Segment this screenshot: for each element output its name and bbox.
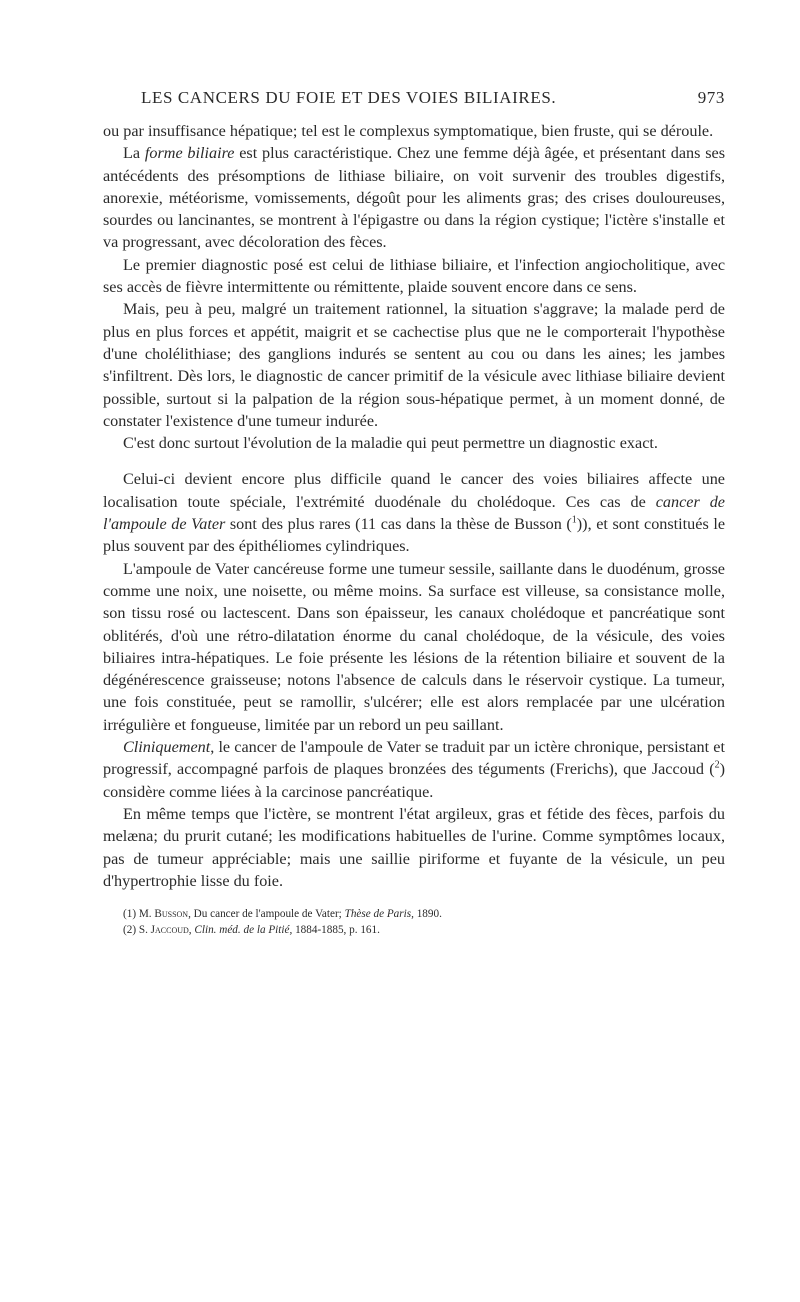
footnote-1: [123, 906, 725, 922]
text-run: sont des plus rares (11 cas dans la thèse de Busson (: [225, 515, 572, 534]
emphasis-cancer-ampoule: cancer de l'ampoule de Vater: [103, 492, 725, 534]
footnote-text: Du cancer de l'ampoule de Vater;: [190, 908, 345, 921]
footnote-source: Thèse de Paris,: [344, 908, 414, 921]
footnote-mark: (1): [123, 908, 137, 921]
paragraph-5: C'est donc surtout l'évolution de la maladie qui peut permettre un diagnostic exact.: [123, 434, 658, 453]
footnote-author: S. Jaccoud,: [138, 924, 192, 937]
text-run: est plus caractéristique. Chez une femme déjà âgée, et présentant dans ses antécédents des présomptions de lithiase biliaire, on voit survenir des troubles digestifs, anorexie, météorisme, vomissements, dégoût pour les aliments gras; des crises douloureuses, sourdes ou lancinantes, se montrent à l'épigastre ou dans la région cystique; l'ictère s'installe et va progressant, avec décoloration des fèces.: [103, 144, 726, 252]
footnote-source: Clin. méd. de la Pitié,: [194, 924, 293, 937]
footnote-2: [123, 922, 725, 938]
footnote-tail: 1884-1885, p. 161.: [292, 924, 380, 937]
paragraph-4: Mais, peu à peu, malgré un traitement rationnel, la situation s'aggrave; la malade perd de plus en plus forces et appétit, maigrit et se cachectise plus que ne le comporterait l'hypothèse d'une cholélithiase; des ganglions indurés se sentent au cou ou dans les aines; les jambes s'infiltrent. Dès lors, le diagnostic de cancer primitif de la vésicule avec lithiase biliaire devient possible, surtout si la palpation de la région sous-hépatique permet, à un moment donné, de constater l'existence d'une tumeur indurée.: [103, 300, 725, 430]
body-text: [103, 120, 725, 892]
paragraph-2: [103, 142, 725, 253]
paragraph-3: Le premier diagnostic posé est celui de lithiase biliaire, et l'infection angiocholitique, avec ses accès de fièvre intermittente ou rémittente, plaide souvent encore dans ce sens.: [103, 255, 725, 297]
footnote-tail: 1890.: [413, 908, 442, 921]
footnote-author: M. Busson,: [138, 908, 191, 921]
text-run: ) considère comme liées à la carcinose pancréatique.: [103, 760, 725, 801]
text-run: Celui-ci devient encore plus difficile quand le cancer des voies biliaires affecte une localisation toute spéciale, l'extrémité duodénale du cholédoque. Ces cas de: [103, 470, 725, 511]
footnotes: [103, 906, 725, 938]
footnote-ref-1: 1: [571, 514, 577, 526]
footnote-mark: (2): [123, 924, 137, 937]
paragraph-7: L'ampoule de Vater cancéreuse forme une tumeur sessile, saillante dans le duodénum, grosse comme une noix, une noisette, ou même moins. Sa surface est villeuse, sa consistance molle, son tissu rosé ou lactescent. Dans son épaisseur, les canaux cholédoque et pancréatique sont oblitérés, d'où une rétro-dilatation énorme du canal cholédoque, de la vésicule, des voies biliaires intra-hépatiques. Le foie présente les lésions de la rétention biliaire et souvent de la dégénérescence graisseuse; notons l'absence de calculs dans le réservoir cystique. La tumeur, une fois constituée, peut se ramollir, s'ulcérer; elle est alors remplacée par une ulcération irrégulière et fongueuse, limitée par un rebord un peu saillant.: [103, 559, 725, 734]
paragraph-8: [103, 736, 725, 803]
paragraph-9: En même temps que l'ictère, se montrent l'état argileux, gras et fétide des fèces, parfois du melæna; du prurit cutané; les modifications habituelles de l'urine. Comme symptômes locaux, pas de tumeur appréciable; mais une saillie piriforme et fuyante de la vésicule, un peu d'hypertrophie lisse du foie.: [103, 804, 725, 890]
page: [103, 88, 725, 938]
paragraph-6: [103, 468, 725, 557]
section-spacer: [103, 454, 725, 468]
running-title: LES CANCERS DU FOIE ET DES VOIES BILIAIRES.: [141, 88, 557, 107]
page-number: 973: [697, 88, 725, 107]
text-run: )), et sont constitués le plus souvent par des épithéliomes cylindriques.: [103, 515, 726, 556]
text-run: La: [123, 144, 145, 163]
paragraph-1: ou par insuffisance hépatique; tel est le complexus symptomatique, bien fruste, qui se déroule.: [103, 122, 714, 140]
text-run: , le cancer de l'ampoule de Vater se traduit par un ictère chronique, persistant et progressif, accompagné parfois de plaques bronzées des téguments (Frerichs), que Jaccoud (: [103, 738, 725, 779]
footnote-ref-2: 2: [714, 759, 720, 771]
page-header: [103, 88, 725, 114]
emphasis-forme-biliaire: forme biliaire: [144, 144, 235, 163]
emphasis-cliniquement: Cliniquement: [123, 738, 211, 757]
